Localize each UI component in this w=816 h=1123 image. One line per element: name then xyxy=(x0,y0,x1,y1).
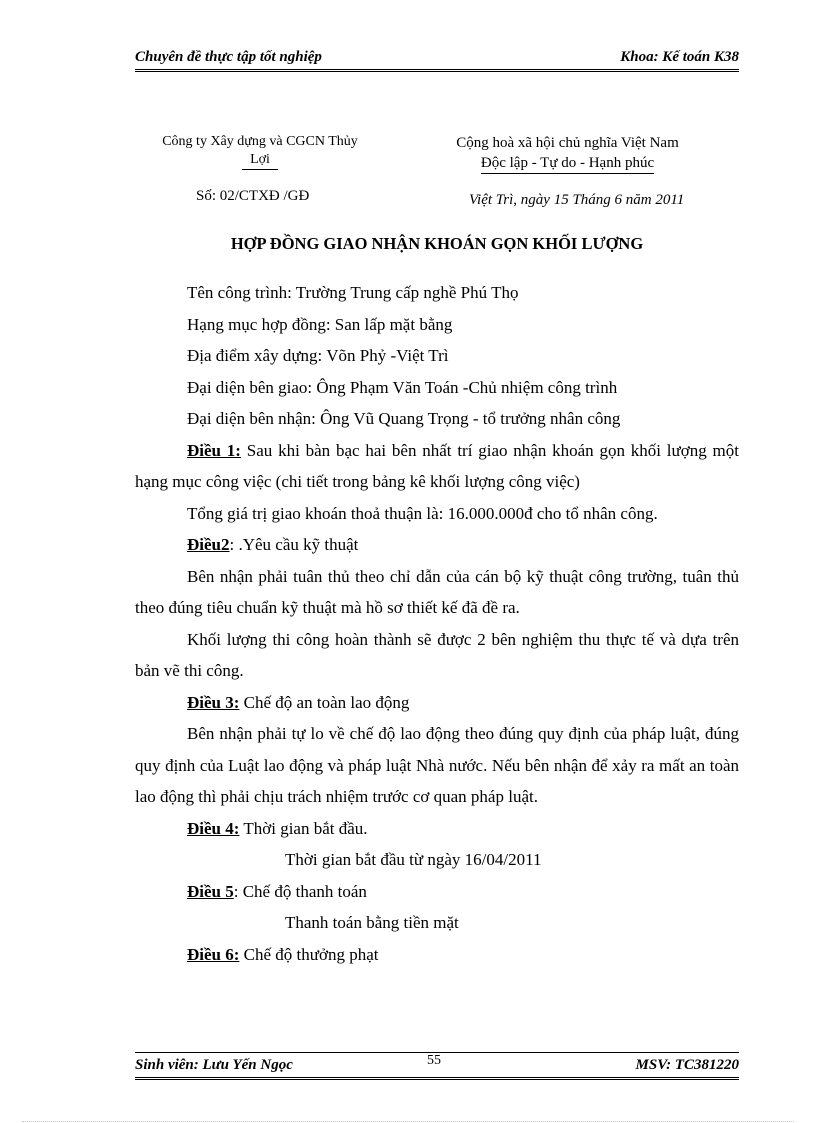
article-3 xyxy=(135,687,739,719)
project-line: Tên công trình: Trường Trung cấp nghề Phú Thọ xyxy=(187,283,519,302)
article-2-paragraph-2: Khối lượng thi công hoàn thành sẽ được 2 bên nghiệm thu thực tế và dựa trên bản vẽ thi công. xyxy=(135,629,739,680)
article-6 xyxy=(135,939,739,971)
article-3-label: Điều 3: xyxy=(187,692,240,712)
article-1-value: Tổng giá trị giao khoán thoả thuận là: 16.000.000đ cho tổ nhân công. xyxy=(187,503,658,523)
footer-student: Sinh viên: Lưu Yến Ngọc xyxy=(135,1057,293,1073)
receiver-line: Đại diện bên nhận: Ông Vũ Quang Trọng - tổ trưởng nhân công xyxy=(187,409,621,428)
article-1 xyxy=(135,435,739,498)
nation-name: Cộng hoà xã hội chủ nghĩa Việt Nam xyxy=(456,135,679,151)
article-5-detail: Thanh toán bằng tiền mặt xyxy=(285,913,459,932)
article-3-paragraph-1: Bên nhận phải tự lo về chế độ lao động theo đúng quy định của pháp luật, đúng quy định của Luật lao động và pháp luật Nhà nước. Nếu bên nhận để xảy ra mất an toàn lao động thì phải chịu trách nhiệm trước cơ quan pháp luật. xyxy=(135,724,739,806)
location-line: Địa điểm xây dựng: Võn Phỷ -Việt Trì xyxy=(187,346,449,365)
article-2-paragraph-1: Bên nhận phải tuân thủ theo chỉ dẫn của cán bộ kỹ thuật công trường, tuân thủ theo đúng tiêu chuẩn kỹ thuật mà hồ sơ thiết kế đã đề ra. xyxy=(135,566,739,617)
article-5-label: Điều 5 xyxy=(187,881,234,901)
company-name-cont: Lợi xyxy=(242,151,278,170)
page-number: 55 xyxy=(427,1053,441,1068)
nation-block xyxy=(425,133,710,174)
article-2 xyxy=(135,529,739,561)
article-1-label: Điều 1: xyxy=(187,440,241,460)
item-line: Hạng mục hợp đồng: San lấp mặt bằng xyxy=(187,314,453,334)
article-4-text: Thời gian bắt đầu. xyxy=(239,818,368,838)
place-date: Việt Trì, ngày 15 Tháng 6 năm 2011 xyxy=(469,192,685,208)
footer-student-id: MSV: TC381220 xyxy=(635,1057,739,1073)
article-3-text: Chế độ an toàn lao động xyxy=(239,692,410,712)
article-5-text: : Chế độ thanh toán xyxy=(233,881,367,901)
company-name: Công ty Xây dựng và CGCN Thủy xyxy=(162,134,358,149)
giver-line: Đại diện bên giao: Ông Phạm Văn Toán -Chủ nhiệm công trình xyxy=(187,377,618,397)
article-6-label: Điều 6: xyxy=(187,944,240,964)
company-block xyxy=(140,133,380,170)
article-2-label: Điều2 xyxy=(187,535,230,554)
article-5 xyxy=(135,876,739,908)
document-number: Số: 02/CTXĐ /GĐ xyxy=(196,188,310,204)
page-break-line xyxy=(22,1121,794,1122)
article-4-detail: Thời gian bắt đầu từ ngày 16/04/2011 xyxy=(285,850,542,869)
article-6-text: Chế độ thưởng phạt xyxy=(239,944,379,964)
page-footer xyxy=(135,1052,739,1080)
nation-motto: Độc lập - Tự do - Hạnh phúc xyxy=(481,153,654,174)
header-faculty: Khoa: Kế toán K38 xyxy=(620,49,739,65)
article-4 xyxy=(135,813,739,845)
article-1-text: Sau khi bàn bạc hai bên nhất trí giao nhận khoán gọn khối lượng một hạng mục công việc (chi tiết trong bảng kê khối lượng công việc) xyxy=(135,440,739,491)
contract-body xyxy=(135,277,739,970)
article-2-text: : .Yêu cầu kỹ thuật xyxy=(229,535,359,554)
article-4-label: Điều 4: xyxy=(187,818,240,838)
contract-title: HỢP ĐỒNG GIAO NHẬN KHOÁN GỌN KHỐI LƯỢNG xyxy=(230,234,644,253)
page-header xyxy=(135,47,739,72)
header-thesis-title: Chuyên đề thực tập tốt nghiệp xyxy=(135,49,322,65)
